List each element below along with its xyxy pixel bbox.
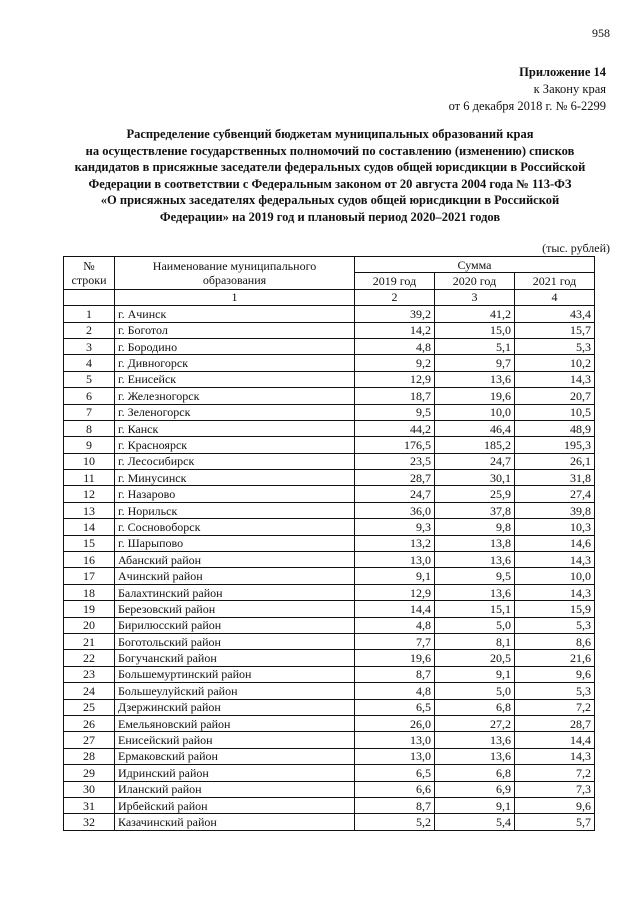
amount-2019-cell: 24,7: [355, 486, 435, 502]
header-year-2019: 2019 год: [355, 273, 435, 289]
amount-2019-cell: 6,5: [355, 699, 435, 715]
row-number-cell: 6: [64, 388, 115, 404]
amount-2019-cell: 4,8: [355, 683, 435, 699]
row-number-cell: 20: [64, 617, 115, 633]
amount-2019-cell: 9,1: [355, 568, 435, 584]
row-number-cell: 5: [64, 371, 115, 387]
header-row: [64, 257, 595, 273]
amount-2021-cell: 14,4: [515, 732, 595, 748]
municipality-name-cell: Дзержинский район: [115, 699, 355, 715]
table-row: [64, 519, 595, 535]
amount-2021-cell: 5,3: [515, 338, 595, 354]
table-row: [64, 683, 595, 699]
table-row: [64, 765, 595, 781]
municipality-name-cell: г. Дивногорск: [115, 355, 355, 371]
amount-2019-cell: 23,5: [355, 453, 435, 469]
amount-2020-cell: 5,0: [435, 617, 515, 633]
title-line: Федерации в соответствии с Федеральным законом от 20 августа 2004 года № 113-ФЗ: [88, 176, 572, 191]
title-line: Распределение субвенций бюджетам муниципальных образований края: [126, 127, 534, 141]
row-number-cell: 16: [64, 552, 115, 568]
municipality-name-cell: г. Лесосибирск: [115, 453, 355, 469]
amount-2021-cell: 14,3: [515, 371, 595, 387]
amount-2020-cell: 15,1: [435, 601, 515, 617]
row-number-cell: 15: [64, 535, 115, 551]
amount-2019-cell: 28,7: [355, 470, 435, 486]
amount-2020-cell: 5,1: [435, 338, 515, 354]
row-number-cell: 27: [64, 732, 115, 748]
row-number-cell: 4: [64, 355, 115, 371]
row-number-cell: 17: [64, 568, 115, 584]
header-year-2021: 2021 год: [515, 273, 595, 289]
amount-2019-cell: 26,0: [355, 715, 435, 731]
municipality-name-cell: Большемуртинский район: [115, 666, 355, 682]
municipality-name-cell: Ачинский район: [115, 568, 355, 584]
amount-2020-cell: 9,7: [435, 355, 515, 371]
municipality-name-cell: Балахтинский район: [115, 584, 355, 600]
amount-2021-cell: 26,1: [515, 453, 595, 469]
amount-2020-cell: 27,2: [435, 715, 515, 731]
amount-2020-cell: 30,1: [435, 470, 515, 486]
amount-2021-cell: 14,3: [515, 748, 595, 764]
amount-2021-cell: 5,3: [515, 617, 595, 633]
municipality-name-cell: г. Минусинск: [115, 470, 355, 486]
amount-2021-cell: 5,3: [515, 683, 595, 699]
table-row: [64, 388, 595, 404]
municipality-name-cell: г. Канск: [115, 420, 355, 436]
table-row: [64, 453, 595, 469]
header-municipality-line1: Наименование муниципального: [152, 258, 317, 273]
amount-2020-cell: 24,7: [435, 453, 515, 469]
amount-2020-cell: 25,9: [435, 486, 515, 502]
amount-2021-cell: 14,6: [515, 535, 595, 551]
municipality-name-cell: г. Норильск: [115, 502, 355, 518]
row-number-cell: 3: [64, 338, 115, 354]
row-number-cell: 19: [64, 601, 115, 617]
amount-2019-cell: 6,5: [355, 765, 435, 781]
municipality-name-cell: Боготольский район: [115, 633, 355, 649]
municipality-name-cell: г. Сосновоборск: [115, 519, 355, 535]
amount-2019-cell: 8,7: [355, 797, 435, 813]
amount-2020-cell: 6,9: [435, 781, 515, 797]
row-number-cell: 13: [64, 502, 115, 518]
page-number: 958: [592, 26, 610, 40]
row-number-cell: 31: [64, 797, 115, 813]
amount-2021-cell: 10,0: [515, 568, 595, 584]
table-row: [64, 420, 595, 436]
amount-2020-cell: 37,8: [435, 502, 515, 518]
municipality-name-cell: г. Шарыпово: [115, 535, 355, 551]
amount-2020-cell: 185,2: [435, 437, 515, 453]
amount-2021-cell: 14,3: [515, 584, 595, 600]
row-number-cell: 18: [64, 584, 115, 600]
amount-2021-cell: 7,3: [515, 781, 595, 797]
table-row: [64, 699, 595, 715]
amount-2020-cell: 13,6: [435, 371, 515, 387]
table-body: [64, 306, 595, 831]
appendix-law-date: от 6 декабря 2018 г. № 6-2299: [448, 99, 606, 113]
amount-2020-cell: 10,0: [435, 404, 515, 420]
amount-2020-cell: 19,6: [435, 388, 515, 404]
table-row: [64, 666, 595, 682]
title-line: на осуществление государственных полномочий по составлению (изменению) списков: [85, 143, 575, 158]
municipality-name-cell: Енисейский район: [115, 732, 355, 748]
amount-2021-cell: 14,3: [515, 552, 595, 568]
column-index: 2: [355, 289, 435, 305]
header-municipality: [115, 257, 355, 290]
amount-2021-cell: 195,3: [515, 437, 595, 453]
table-row: [64, 502, 595, 518]
amount-2021-cell: 27,4: [515, 486, 595, 502]
amount-2021-cell: 39,8: [515, 502, 595, 518]
amount-2020-cell: 6,8: [435, 699, 515, 715]
row-number-cell: 10: [64, 453, 115, 469]
municipality-name-cell: Бирилюсский район: [115, 617, 355, 633]
amount-2019-cell: 13,0: [355, 552, 435, 568]
amount-2020-cell: 5,4: [435, 814, 515, 830]
municipality-name-cell: г. Боготол: [115, 322, 355, 338]
amount-2019-cell: 9,3: [355, 519, 435, 535]
municipality-name-cell: Богучанский район: [115, 650, 355, 666]
table-row: [64, 732, 595, 748]
row-number-cell: 11: [64, 470, 115, 486]
table-row: [64, 633, 595, 649]
table-row: [64, 748, 595, 764]
row-number-cell: 8: [64, 420, 115, 436]
municipality-name-cell: г. Назарово: [115, 486, 355, 502]
table-row: [64, 486, 595, 502]
amount-2021-cell: 9,6: [515, 797, 595, 813]
amount-2020-cell: 15,0: [435, 322, 515, 338]
amount-2019-cell: 12,9: [355, 371, 435, 387]
row-number-cell: 9: [64, 437, 115, 453]
amount-2019-cell: 14,4: [355, 601, 435, 617]
header-row-number: [64, 257, 115, 290]
row-number-cell: 25: [64, 699, 115, 715]
table-row: [64, 322, 595, 338]
row-number-cell: 26: [64, 715, 115, 731]
municipality-name-cell: г. Зеленогорск: [115, 404, 355, 420]
table-row: [64, 552, 595, 568]
table-row: [64, 338, 595, 354]
header-number-sign: №: [83, 258, 95, 273]
appendix-block: [449, 64, 606, 115]
amount-2020-cell: 6,8: [435, 765, 515, 781]
table-row: [64, 306, 595, 322]
column-index: 3: [435, 289, 515, 305]
row-number-cell: 24: [64, 683, 115, 699]
amount-2021-cell: 48,9: [515, 420, 595, 436]
column-index: 1: [115, 289, 355, 305]
unit-label: (тыс. рублей): [542, 241, 610, 255]
row-number-cell: 28: [64, 748, 115, 764]
table-row: [64, 535, 595, 551]
amount-2019-cell: 19,6: [355, 650, 435, 666]
amount-2021-cell: 7,2: [515, 765, 595, 781]
amount-2019-cell: 13,0: [355, 748, 435, 764]
row-number-cell: 32: [64, 814, 115, 830]
header-sum: Сумма: [355, 257, 595, 273]
amount-2020-cell: 9,8: [435, 519, 515, 535]
amount-2019-cell: 9,5: [355, 404, 435, 420]
table-row: [64, 814, 595, 830]
row-number-cell: 7: [64, 404, 115, 420]
amount-2021-cell: 7,2: [515, 699, 595, 715]
table-row: [64, 584, 595, 600]
header-year-2020: 2020 год: [435, 273, 515, 289]
amount-2019-cell: 12,9: [355, 584, 435, 600]
municipality-name-cell: г. Железногорск: [115, 388, 355, 404]
municipality-name-cell: г. Красноярск: [115, 437, 355, 453]
amount-2021-cell: 5,7: [515, 814, 595, 830]
amount-2020-cell: 13,6: [435, 584, 515, 600]
amount-2021-cell: 31,8: [515, 470, 595, 486]
amount-2019-cell: 4,8: [355, 617, 435, 633]
municipality-name-cell: Ирбейский район: [115, 797, 355, 813]
amount-2020-cell: 46,4: [435, 420, 515, 436]
amount-2021-cell: 10,2: [515, 355, 595, 371]
municipality-name-cell: Большеулуйский район: [115, 683, 355, 699]
title-line: «О присяжных заседателях федеральных судов общей юрисдикции в Российской: [100, 193, 560, 208]
amount-2021-cell: 28,7: [515, 715, 595, 731]
amount-2020-cell: 9,1: [435, 797, 515, 813]
row-number-cell: 2: [64, 322, 115, 338]
table-row: [64, 715, 595, 731]
amount-2020-cell: 13,6: [435, 748, 515, 764]
row-number-cell: 23: [64, 666, 115, 682]
column-index: [64, 289, 115, 305]
amount-2019-cell: 39,2: [355, 306, 435, 322]
row-number-cell: 29: [64, 765, 115, 781]
appendix-title: Приложение 14: [519, 65, 606, 79]
table-row: [64, 781, 595, 797]
row-number-cell: 14: [64, 519, 115, 535]
table-row: [64, 404, 595, 420]
column-index-row: [64, 289, 595, 305]
amount-2019-cell: 176,5: [355, 437, 435, 453]
header-number-label: строки: [71, 272, 107, 287]
row-number-cell: 22: [64, 650, 115, 666]
amount-2020-cell: 9,1: [435, 666, 515, 682]
municipality-name-cell: Емельяновский район: [115, 715, 355, 731]
table-row: [64, 371, 595, 387]
amount-2019-cell: 36,0: [355, 502, 435, 518]
amount-2021-cell: 10,3: [515, 519, 595, 535]
amount-2019-cell: 44,2: [355, 420, 435, 436]
municipality-name-cell: г. Бородино: [115, 338, 355, 354]
amount-2019-cell: 7,7: [355, 633, 435, 649]
amount-2021-cell: 9,6: [515, 666, 595, 682]
amount-2019-cell: 9,2: [355, 355, 435, 371]
municipality-name-cell: Идринский район: [115, 765, 355, 781]
amount-2019-cell: 5,2: [355, 814, 435, 830]
table-row: [64, 437, 595, 453]
amount-2020-cell: 13,8: [435, 535, 515, 551]
table-row: [64, 355, 595, 371]
amount-2020-cell: 5,0: [435, 683, 515, 699]
municipality-name-cell: Березовский район: [115, 601, 355, 617]
title-line: Федерации» на 2019 год и плановый период 2020–2021 годов: [159, 209, 501, 224]
municipality-name-cell: Ермаковский район: [115, 748, 355, 764]
municipality-name-cell: г. Енисейск: [115, 371, 355, 387]
subvention-table: [63, 256, 595, 831]
header-municipality-line2: образования: [202, 272, 267, 287]
document-title: [60, 126, 600, 226]
appendix-law-ref: к Закону края: [533, 82, 606, 96]
row-number-cell: 12: [64, 486, 115, 502]
amount-2021-cell: 8,6: [515, 633, 595, 649]
municipality-name-cell: Казачинский район: [115, 814, 355, 830]
amount-2021-cell: 21,6: [515, 650, 595, 666]
municipality-name-cell: г. Ачинск: [115, 306, 355, 322]
row-number-cell: 21: [64, 633, 115, 649]
municipality-name-cell: Абанский район: [115, 552, 355, 568]
amount-2019-cell: 6,6: [355, 781, 435, 797]
amount-2020-cell: 13,6: [435, 552, 515, 568]
amount-2019-cell: 4,8: [355, 338, 435, 354]
amount-2019-cell: 18,7: [355, 388, 435, 404]
amount-2020-cell: 20,5: [435, 650, 515, 666]
table-row: [64, 470, 595, 486]
amount-2021-cell: 43,4: [515, 306, 595, 322]
amount-2019-cell: 14,2: [355, 322, 435, 338]
title-line: кандидатов в присяжные заседатели федеральных судов общей юрисдикции в Российской: [74, 160, 586, 175]
table-row: [64, 650, 595, 666]
table-row: [64, 601, 595, 617]
amount-2019-cell: 13,2: [355, 535, 435, 551]
municipality-name-cell: Иланский район: [115, 781, 355, 797]
column-index: 4: [515, 289, 595, 305]
amount-2019-cell: 13,0: [355, 732, 435, 748]
amount-2021-cell: 20,7: [515, 388, 595, 404]
amount-2020-cell: 8,1: [435, 633, 515, 649]
amount-2020-cell: 41,2: [435, 306, 515, 322]
table-row: [64, 617, 595, 633]
amount-2020-cell: 13,6: [435, 732, 515, 748]
amount-2021-cell: 10,5: [515, 404, 595, 420]
amount-2021-cell: 15,7: [515, 322, 595, 338]
table-row: [64, 568, 595, 584]
row-number-cell: 30: [64, 781, 115, 797]
amount-2019-cell: 8,7: [355, 666, 435, 682]
row-number-cell: 1: [64, 306, 115, 322]
table-row: [64, 797, 595, 813]
amount-2021-cell: 15,9: [515, 601, 595, 617]
amount-2020-cell: 9,5: [435, 568, 515, 584]
